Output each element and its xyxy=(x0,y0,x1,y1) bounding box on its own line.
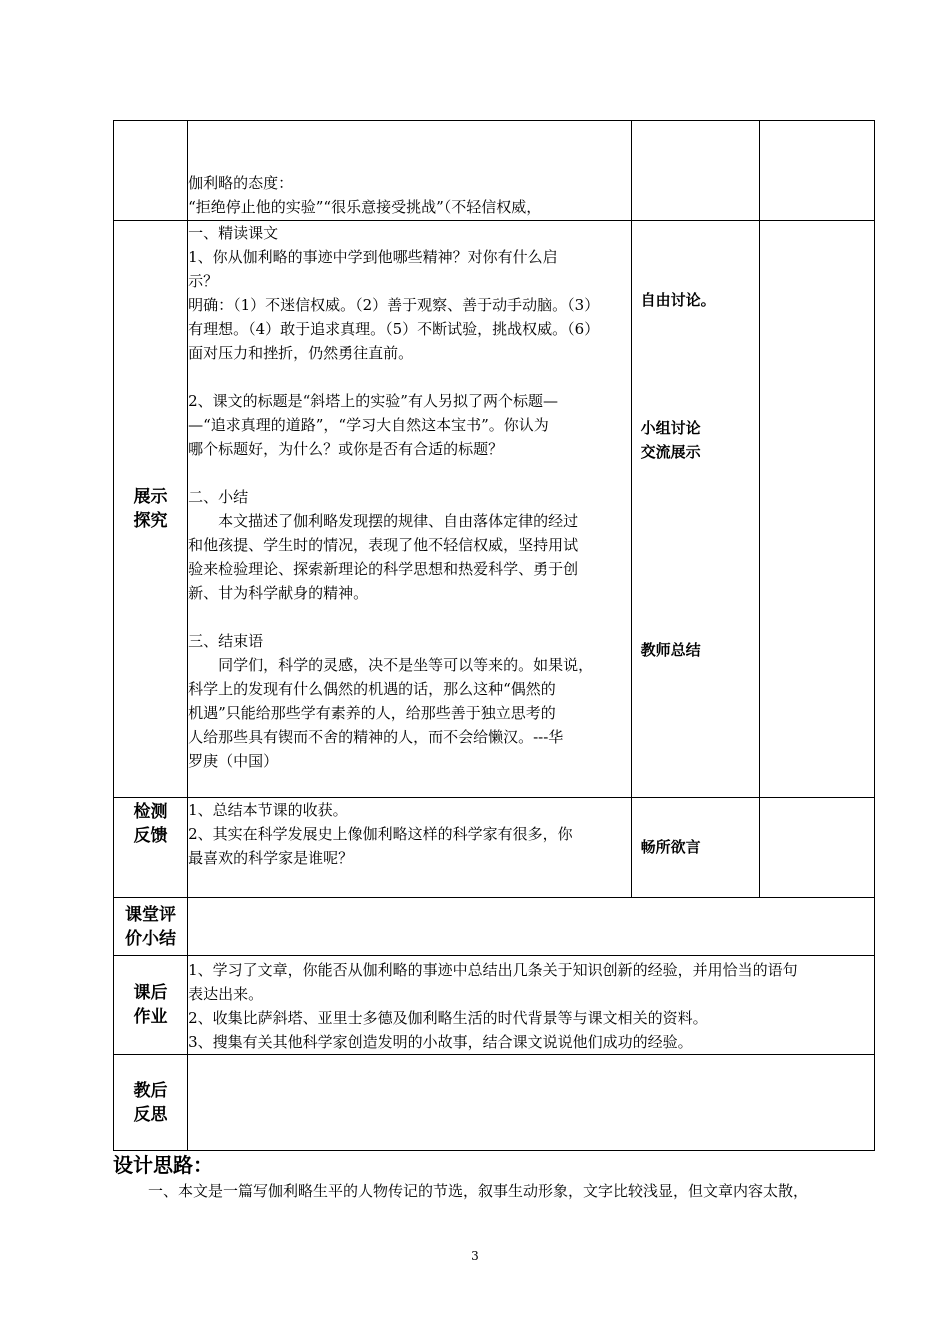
activity-group-discussion xyxy=(641,416,701,464)
empty-cell xyxy=(114,121,188,221)
answer-line: 明确：（1）不迷信权威。（2）善于观察、善于动手动脑。（3） xyxy=(188,296,600,314)
label-line: 探究 xyxy=(133,511,168,531)
activity-free-discussion: 自由讨论。 xyxy=(640,291,716,309)
feedback-activity-cell xyxy=(631,798,759,898)
attitude-quote: “拒绝停止他的实验”“很乐意接受挑战”（不轻信权威， xyxy=(188,198,542,216)
question-line: 哪个标题好，为什么？或你是否有合适的标题？ xyxy=(188,440,504,458)
answer-line: 面对压力和挫折，仍然勇往直前。 xyxy=(188,344,414,362)
row-label-explore xyxy=(114,221,188,798)
design-paragraph: 一、本文是一篇写伽利略生平的人物传记的节选，叙事生动形象，文字比较浅显，但文章内容太散， xyxy=(148,1182,809,1200)
activity-line: 小组讨论 xyxy=(640,419,701,437)
evaluation-content-cell xyxy=(188,898,875,956)
attitude-heading: 伽利略的态度： xyxy=(188,174,294,192)
table-row xyxy=(114,898,875,956)
label-line: 价小结 xyxy=(125,928,177,949)
feedback-line: 2、其实在科学发展史上像伽利略这样的科学家有很多，你 xyxy=(188,825,573,843)
question-line: —“追求真理的道路”，“学习大自然这本宝书”。你认为 xyxy=(188,416,549,434)
lesson-plan-table xyxy=(113,120,875,1151)
page-number: 3 xyxy=(471,1249,479,1263)
label-line: 作业 xyxy=(133,1007,168,1027)
homework-content-cell xyxy=(188,956,875,1055)
empty-cell xyxy=(759,798,874,898)
closing-line: 同学们，科学的灵感，决不是坐等可以等来的。如果说， xyxy=(218,656,594,674)
table-row xyxy=(114,798,875,898)
empty-cell xyxy=(759,121,874,221)
closing-line: 人给那些具有锲而不舍的精神的人，而不会给懒汉。---华 xyxy=(188,728,564,746)
homework-line: 1、学习了文章，你能否从伽利略的事迹中总结出几条关于知识创新的经验，并用恰当的语句 xyxy=(188,961,798,979)
summary-line: 和他孩提、学生时的情况，表现了他不轻信权威，坚持用试 xyxy=(188,536,579,554)
section-title: 二、小结 xyxy=(188,488,249,506)
continuation-text-cell xyxy=(188,121,632,221)
question-line: 2、课文的标题是“斜塔上的实验”有人另拟了两个标题— xyxy=(188,392,558,410)
table-row xyxy=(114,1055,875,1151)
section-title: 一、精读课文 xyxy=(188,224,279,242)
row-label-reflection xyxy=(114,1055,188,1151)
answer-line: 有理想。（4）敢于追求真理。（5）不断试验，挑战权威。（6） xyxy=(188,320,600,338)
label-line: 反思 xyxy=(133,1104,168,1125)
closing-line: 机遇”只能给那些学有素养的人，给那些善于独立思考的 xyxy=(188,704,556,722)
empty-cell xyxy=(631,121,759,221)
table-row xyxy=(114,121,875,221)
question-line: 1、你从伽利略的事迹中学到他哪些精神？对你有什么启 xyxy=(188,248,558,266)
row-label-feedback xyxy=(114,798,188,898)
design-title: 设计思路： xyxy=(113,1153,213,1177)
activity-line: 交流展示 xyxy=(640,443,701,461)
row-label-evaluation xyxy=(114,898,188,956)
section-title: 三、结束语 xyxy=(188,632,264,650)
summary-line: 新、甘为科学献身的精神。 xyxy=(188,584,369,602)
label-line: 检测 xyxy=(133,802,168,822)
label-line: 课后 xyxy=(133,983,168,1003)
homework-line: 2、收集比萨斜塔、亚里士多德及伽利略生活的时代背景等与课文相关的资料。 xyxy=(188,1009,708,1027)
explore-activity-cell xyxy=(631,221,759,798)
summary-line: 本文描述了伽利略发现摆的规律、自由落体定律的经过 xyxy=(218,512,579,530)
activity-teacher-summary: 教师总结 xyxy=(640,641,701,659)
homework-line: 表达出来。 xyxy=(188,985,264,1003)
row-label-homework xyxy=(114,956,188,1055)
label-line: 教后 xyxy=(133,1080,168,1101)
label-line: 展示 xyxy=(133,487,168,507)
closing-line: 罗庚（中国） xyxy=(188,752,279,770)
homework-line: 3、搜集有关其他科学家创造发明的小故事，结合课文说说他们成功的经验。 xyxy=(188,1033,693,1051)
table-row xyxy=(114,221,875,798)
reflection-content-cell xyxy=(188,1055,875,1151)
feedback-line: 最喜欢的科学家是谁呢？ xyxy=(188,849,354,867)
feedback-line: 1、总结本节课的收获。 xyxy=(188,801,348,819)
label-line: 反馈 xyxy=(133,826,168,846)
explore-content-cell xyxy=(188,221,632,798)
label-line: 课堂评 xyxy=(125,904,177,925)
question-line: 示？ xyxy=(188,272,219,290)
closing-line: 科学上的发现有什么偶然的机遇的话，那么这种“偶然的 xyxy=(188,680,556,698)
summary-line: 验来检验理论、探索新理论的科学思想和热爱科学、勇于创 xyxy=(188,560,579,578)
table-row xyxy=(114,956,875,1055)
feedback-content-cell xyxy=(188,798,632,898)
empty-cell xyxy=(759,221,874,798)
activity-speak-freely: 畅所欲言 xyxy=(640,838,701,856)
